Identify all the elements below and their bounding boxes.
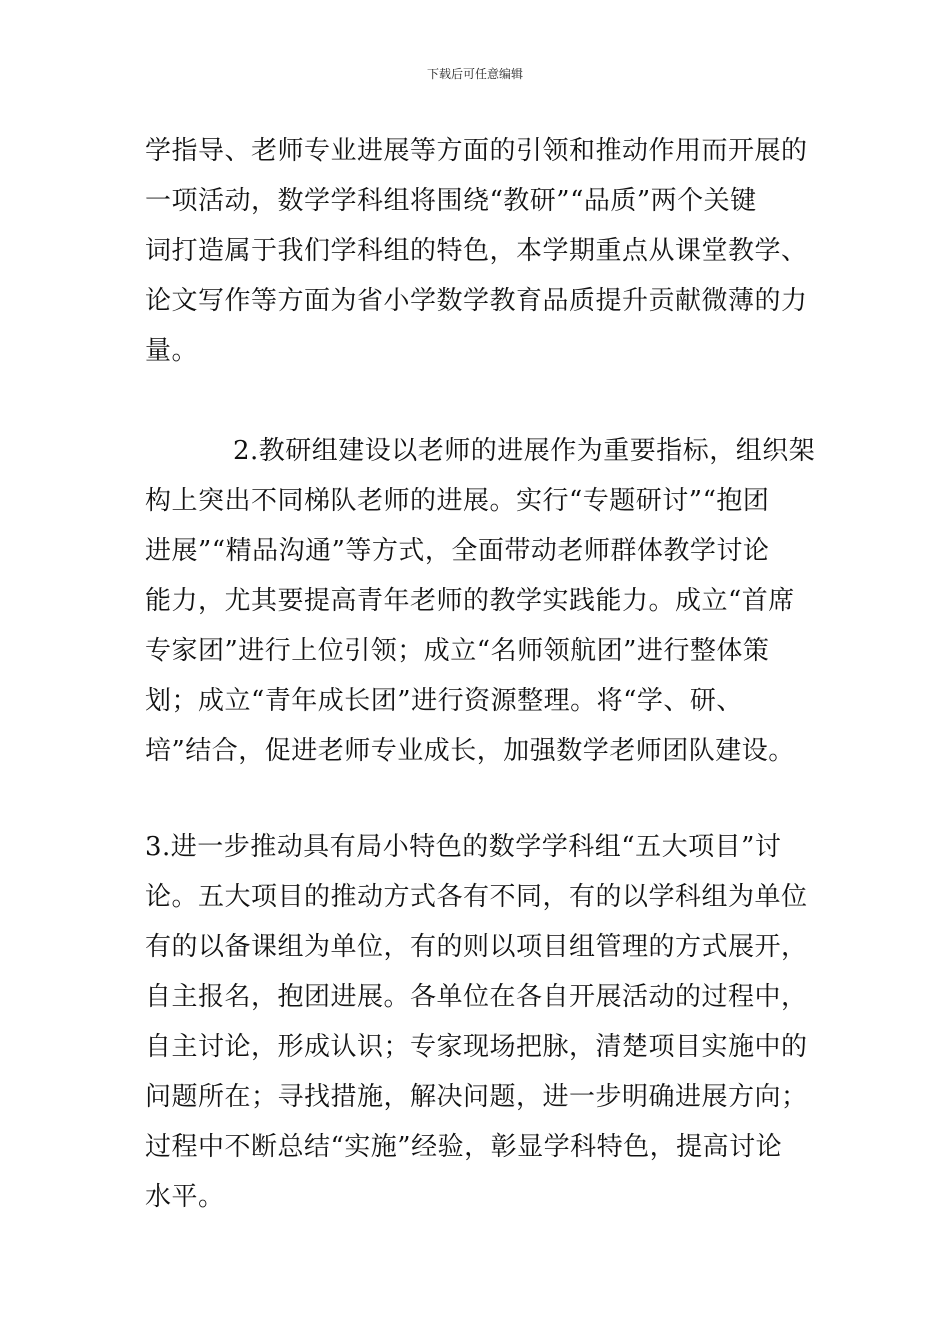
paragraph-line: 自主报名，抱团进展。各单位在各自开展活动的过程中， [145,982,808,1012]
paragraph-line: 过程中不断总结“实施”经验，彰显学科特色，提高讨论 [145,1132,783,1162]
paragraph-line: 词打造属于我们学科组的特色，本学期重点从课堂教学、 [145,236,808,266]
paragraph-line: 划；成立“青年成长团”进行资源整理。将“学、研、 [145,686,743,716]
paragraph-line: 一项活动，数学学科组将围绕“教研”“品质”两个关键 [145,186,757,216]
paragraph-3 [145,822,825,1222]
paragraph-1 [145,126,825,376]
paragraph-line: 构上突出不同梯队老师的进展。实行“专题研讨”“抱团 [145,486,770,516]
paragraph-line: 能力，尤其要提高青年老师的教学实践能力。成立“首席 [145,586,795,616]
paragraph-line: 自主讨论，形成认识；专家现场把脉，清楚项目实施中的 [145,1032,808,1062]
paragraph-line: 水平。 [145,1182,225,1212]
paragraph-line: 学指导、老师专业进展等方面的引领和推动作用而开展的 [145,136,808,166]
paragraph-line: 论文写作等方面为省小学数学教育品质提升贡献微薄的力 [145,286,808,316]
paragraph-line: 有的以备课组为单位，有的则以项目组管理的方式展开， [145,932,808,962]
paragraph-line: 进展”“精品沟通”等方式，全面带动老师群体教学讨论 [145,536,770,566]
paragraph-2 [145,426,825,776]
paragraph-line: 问题所在；寻找措施，解决问题，进一步明确进展方向； [145,1082,808,1112]
paragraph-line: 2.教研组建设以老师的进展作为重要指标，组织架 [233,436,816,466]
paragraph-line: 专家团”进行上位引领；成立“名师领航团”进行整体策 [145,636,770,666]
page-header: 下载后可任意编辑 [426,67,523,81]
paragraph-line: 3.进一步推动具有局小特色的数学学科组“五大项目”讨 [145,832,782,862]
paragraph-line: 论。五大项目的推动方式各有不同，有的以学科组为单位 [145,882,808,912]
paragraph-line: 培”结合，促进老师专业成长，加强数学老师团队建设。 [145,736,795,766]
paragraph-line: 量。 [145,336,199,366]
